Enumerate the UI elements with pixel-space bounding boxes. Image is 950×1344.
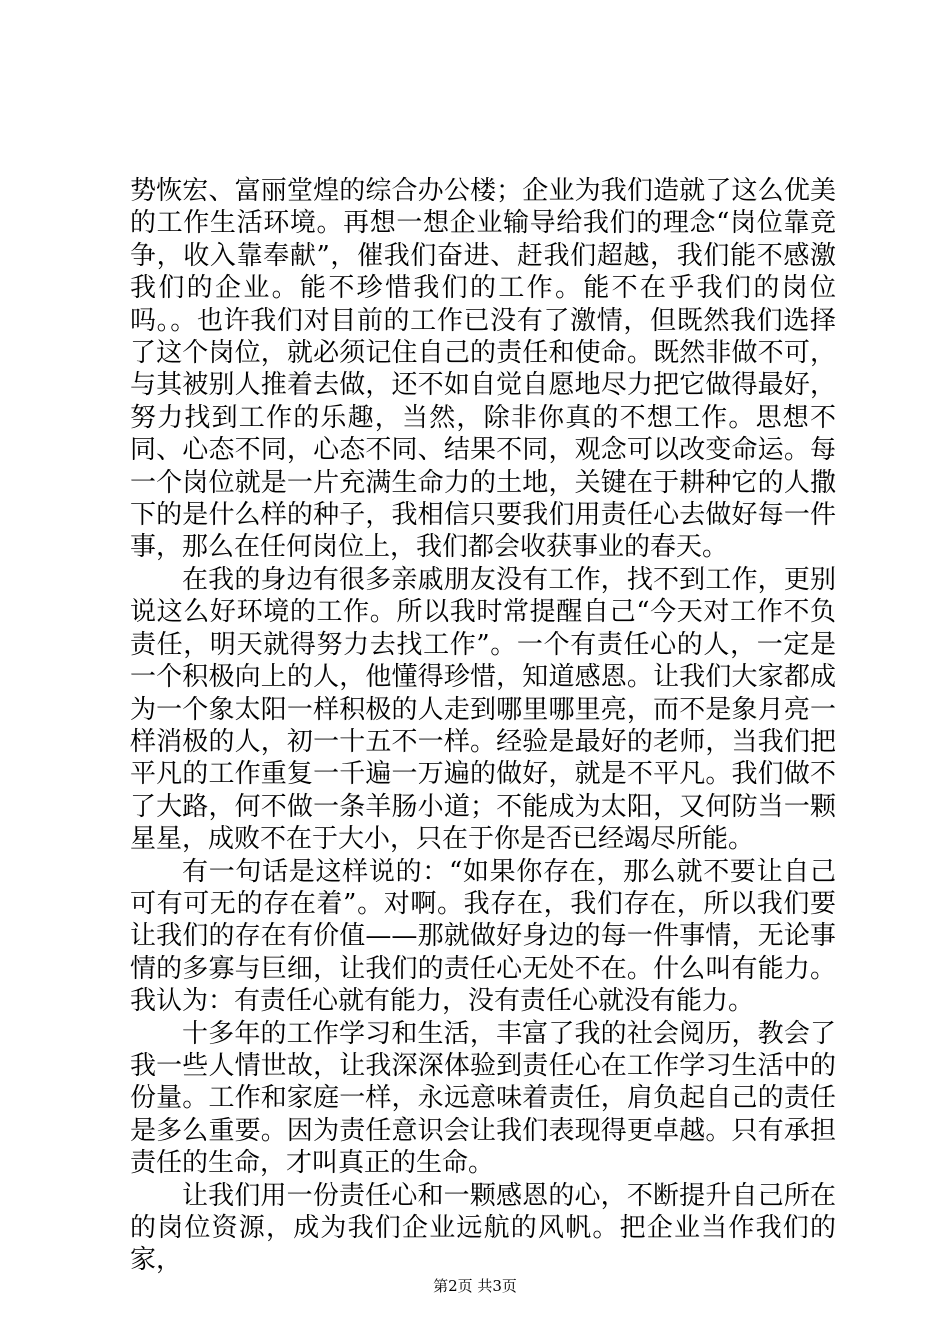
page-number-footer: 第2页 共3页	[433, 1277, 517, 1295]
paragraph: 十多年的工作学习和生活，丰富了我的社会阅历，教会了我一些人情世故，让我深深体验到责任心在工作学习生活中的份量。工作和家庭一样，永远意味着责任，肩负起自己的责任是多么重要。因为责任意识会让我们表现得更卓越。只有承担责任的生命，才叫真正的生命。	[130, 1018, 836, 1179]
paragraph: 让我们用一份责任心和一颗感恩的心，不断提升自己所在的岗位资源，成为我们企业远航的风帆。把企业当作我们的家，	[130, 1180, 836, 1276]
paragraph: 有一句话是这样说的：“如果你存在，那么就不要让自己可有可无的存在着”。对啊。我存在，我们存在，所以我们要让我们的存在有价值——那就做好身边的每一件事情，无论事情的多寡与巨细，让我们的责任心无处不在。什么叫有能力。我认为：有责任心就有能力，没有责任心就没有能力。	[130, 856, 836, 1017]
document-body	[130, 175, 836, 1277]
paragraph-continuation: 势恢宏、富丽堂煌的综合办公楼；企业为我们造就了这么优美的工作生活环境。再想一想企业输导给我们的理念“岗位靠竞争，收入靠奉献”，催我们奋进、赶我们超越，我们能不感激我们的企业。能不珍惜我们的工作。能不在乎我们的岗位吗。。也许我们对目前的工作已没有了激情，但既然我们选择了这个岗位，就必须记住自己的责任和使命。既然非做不可，与其被别人推着去做，还不如自觉自愿地尽力把它做得最好，努力找到工作的乐趣，当然，除非你真的不想工作。思想不同、心态不同，心态不同、结果不同，观念可以改变命运。每一个岗位就是一片充满生命力的土地，关键在于耕种它的人撒下的是什么样的种子，我相信只要我们用责任心去做好每一件事，那么在任何岗位上，我们都会收获事业的春天。	[130, 176, 836, 563]
paragraph: 在我的身边有很多亲戚朋友没有工作，找不到工作，更别说这么好环境的工作。所以我时常提醒自己“今天对工作不负责任，明天就得努力去找工作”。一个有责任心的人，一定是一个积极向上的人，他懂得珍惜，知道感恩。让我们大家都成为一个象太阳一样积极的人走到哪里哪里亮，而不是象月亮一样消极的人，初一十五不一样。经验是最好的老师，当我们把平凡的工作重复一千遍一万遍的做好，就是不平凡。我们做不了大路，何不做一条羊肠小道；不能成为太阳，又何防当一颗星星，成败不在于大小，只在于你是否已经竭尽所能。	[130, 564, 836, 855]
